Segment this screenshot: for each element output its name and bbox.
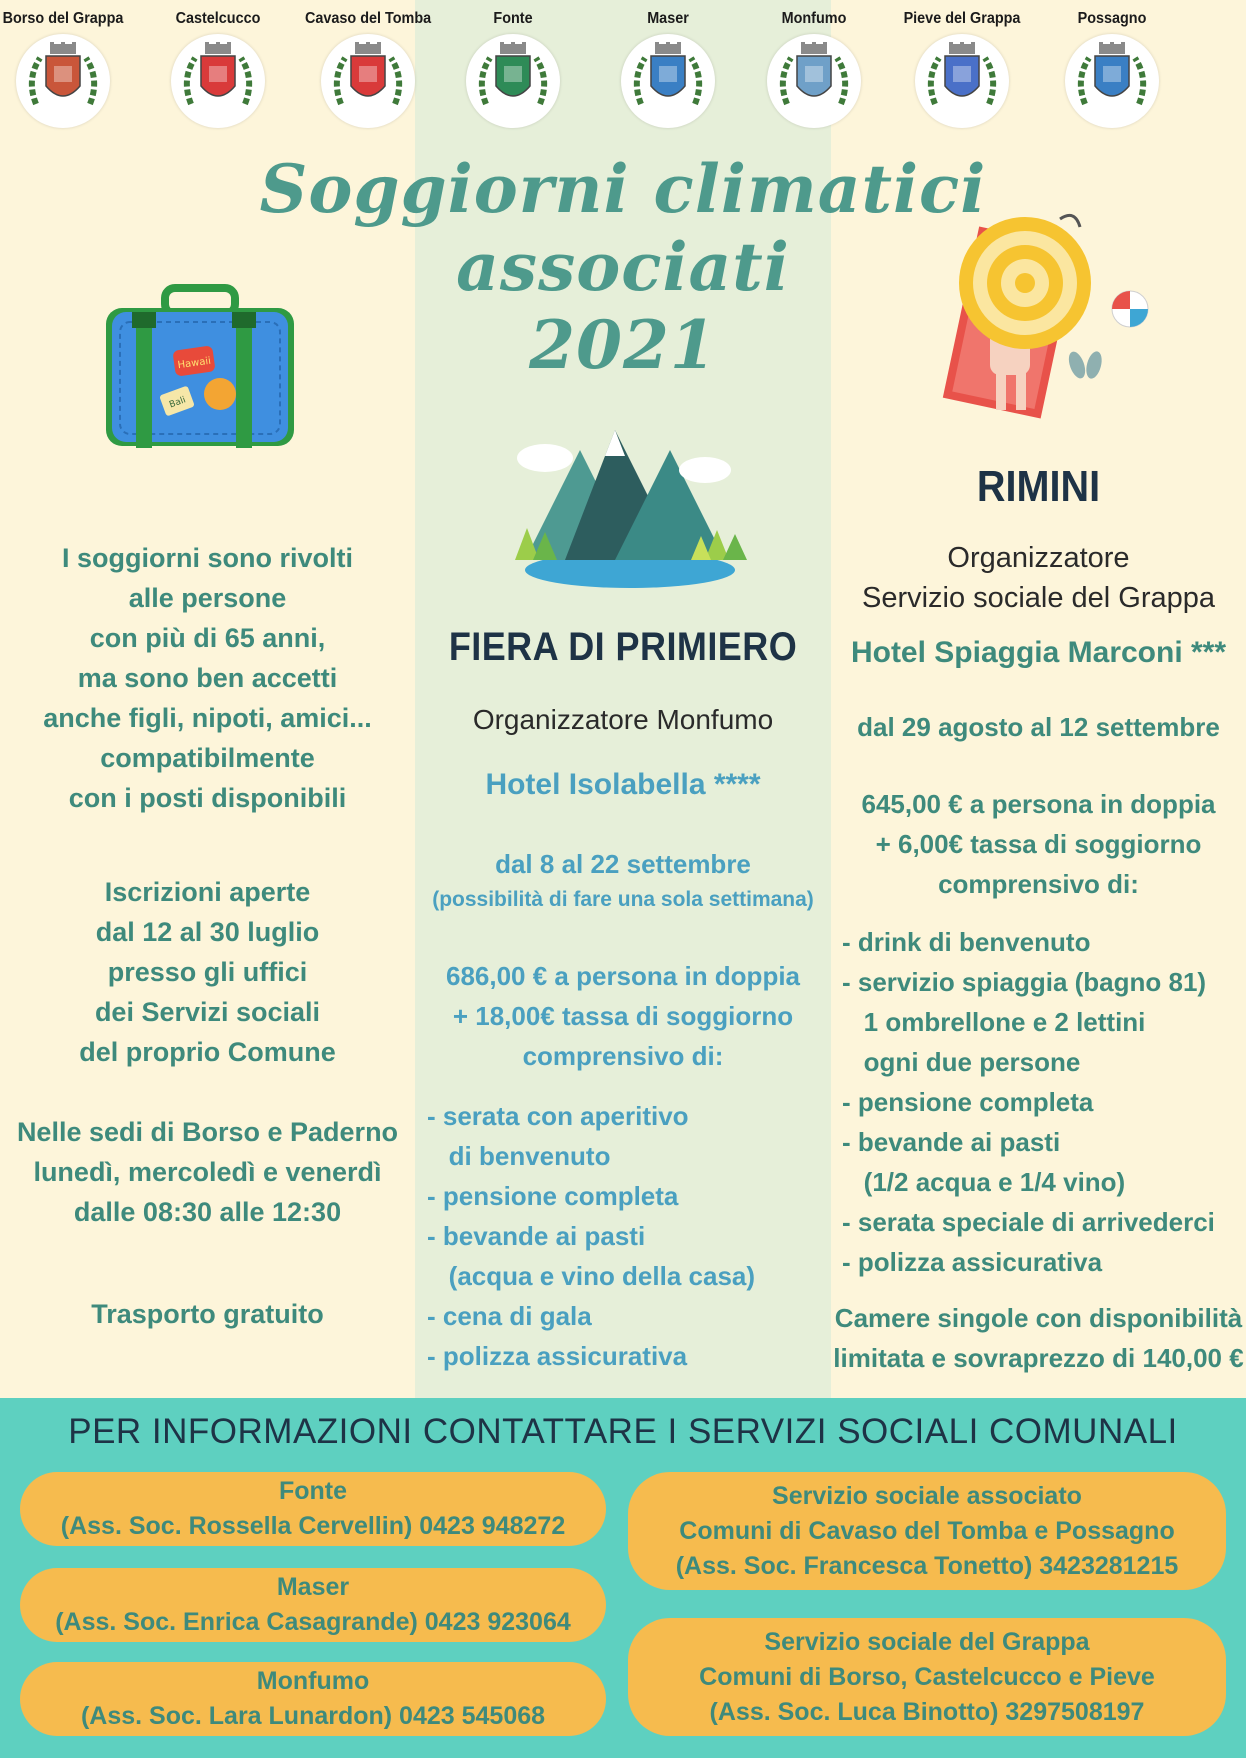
right-organizer bbox=[831, 538, 1246, 618]
left-intro-line: con i posti disponibili bbox=[68, 783, 347, 813]
contact-line: (Ass. Soc. Rossella Cervellin) 0423 948272 bbox=[60, 1512, 566, 1540]
contact-maser bbox=[20, 1568, 606, 1642]
right-include-item: ogni due persone bbox=[842, 1047, 1081, 1077]
right-include-item: - drink di benvenuto bbox=[842, 927, 1091, 957]
left-registration-line: presso gli uffici bbox=[107, 957, 308, 987]
crest-town-name: Monfumo bbox=[781, 10, 847, 27]
right-price bbox=[831, 784, 1246, 904]
left-registration-line: Iscrizioni aperte bbox=[104, 877, 311, 907]
right-organizer-line: Servizio sociale del Grappa bbox=[861, 582, 1215, 614]
contact-cavaso-possagno bbox=[628, 1472, 1226, 1590]
right-include-item: - serata speciale di arrivederci bbox=[842, 1207, 1215, 1237]
footer-title: PER INFORMAZIONI CONTATTARE I SERVIZI SOCIALI COMUNALI bbox=[68, 1412, 1178, 1451]
left-registration-text bbox=[0, 872, 415, 1072]
contact-line: (Ass. Soc. Luca Binotto) 3297508197 bbox=[709, 1697, 1145, 1726]
left-intro-line: alle persone bbox=[128, 583, 287, 613]
crest-town-name: Borso del Grappa bbox=[2, 10, 124, 27]
left-offices-line: lunedì, mercoledì e venerdì bbox=[33, 1157, 382, 1187]
left-offices-text bbox=[0, 1112, 415, 1232]
left-offices-line: Nelle sedi di Borso e Paderno bbox=[16, 1117, 399, 1147]
left-intro-line: ma sono ben accetti bbox=[77, 663, 338, 693]
middle-include-item: (acqua e vino della casa) bbox=[427, 1261, 756, 1291]
left-intro-line: I soggiorni sono rivolti bbox=[61, 543, 353, 573]
crest-town-name: Pieve del Grappa bbox=[903, 10, 1021, 27]
crest-town-name: Fonte bbox=[493, 10, 533, 27]
right-include-item: 1 ombrellone e 2 lettini bbox=[842, 1007, 1146, 1037]
left-intro-line: con più di 65 anni, bbox=[89, 623, 326, 653]
crest-town-name: Possagno bbox=[1077, 10, 1147, 27]
middle-include-item: - serata con aperitivo bbox=[427, 1101, 689, 1131]
right-price-line: 645,00 € a persona in doppia bbox=[861, 789, 1216, 819]
contact-monfumo bbox=[20, 1662, 606, 1736]
middle-organizer: Organizzatore Monfumo bbox=[472, 704, 774, 735]
left-transport-text: Trasporto gratuito bbox=[91, 1299, 324, 1329]
middle-include-item: - pensione completa bbox=[427, 1181, 679, 1211]
contact-servizio-grappa bbox=[628, 1618, 1226, 1736]
contacts-footer bbox=[0, 1398, 1246, 1758]
crest-town-name: Cavaso del Tomba bbox=[305, 10, 432, 27]
left-intro-line: compatibilmente bbox=[100, 743, 315, 773]
coat-of-arms-icon bbox=[16, 34, 110, 128]
middle-dates bbox=[415, 846, 831, 918]
left-registration-line: del proprio Comune bbox=[79, 1037, 336, 1067]
contact-line: (Ass. Soc. Francesca Tonetto) 3423281215 bbox=[675, 1551, 1179, 1580]
contact-line: Maser bbox=[276, 1573, 350, 1601]
coat-of-arms-icon bbox=[915, 34, 1009, 128]
right-destination-city: RIMINI bbox=[976, 462, 1101, 511]
contact-line: (Ass. Soc. Enrica Casagrande) 0423 923064 bbox=[55, 1608, 571, 1636]
coat-of-arms-icon bbox=[321, 34, 415, 128]
right-single-room-note bbox=[831, 1298, 1246, 1378]
right-include-item: (1/2 acqua e 1/4 vino) bbox=[842, 1167, 1126, 1197]
right-price-line: comprensivo di: bbox=[938, 869, 1139, 899]
left-intro-line: anche figli, nipoti, amici... bbox=[43, 703, 372, 733]
svg-text:Bali: Bali bbox=[168, 395, 188, 411]
middle-price bbox=[415, 956, 831, 1076]
contact-line: Comuni di Borso, Castelcucco e Pieve bbox=[699, 1662, 1155, 1691]
middle-includes-list bbox=[427, 1096, 755, 1376]
middle-include-item: di benvenuto bbox=[427, 1141, 611, 1171]
contact-line: Monfumo bbox=[256, 1667, 370, 1695]
left-intro-text bbox=[0, 538, 415, 818]
right-price-line: + 6,00€ tassa di soggiorno bbox=[875, 829, 1202, 859]
title-line-3: 2021 bbox=[529, 306, 717, 384]
contact-line: (Ass. Soc. Lara Lunardon) 0423 545068 bbox=[80, 1702, 546, 1730]
middle-dates-range: dal 8 al 22 settembre bbox=[495, 849, 751, 879]
right-includes-list bbox=[842, 922, 1215, 1282]
right-dates: dal 29 agosto al 12 settembre bbox=[857, 712, 1220, 742]
middle-hotel-name: Hotel Isolabella **** bbox=[485, 768, 761, 801]
middle-include-item: - polizza assicurativa bbox=[427, 1341, 688, 1371]
right-hotel-name: Hotel Spiaggia Marconi *** bbox=[850, 636, 1227, 669]
left-offices-line: dalle 08:30 alle 12:30 bbox=[73, 1197, 342, 1227]
coat-of-arms-icon bbox=[171, 34, 265, 128]
municipal-crest bbox=[148, 10, 288, 128]
right-note-line: Camere singole con disponibilità bbox=[834, 1303, 1243, 1333]
middle-include-item: - bevande ai pasti bbox=[427, 1221, 646, 1251]
middle-include-item: - cena di gala bbox=[427, 1301, 592, 1331]
municipal-crest bbox=[0, 10, 133, 128]
middle-price-line: 686,00 € a persona in doppia bbox=[445, 961, 801, 991]
svg-text:Hawaii: Hawaii bbox=[176, 355, 212, 372]
municipal-crest bbox=[1042, 10, 1182, 128]
middle-dates-note: (possibilità di fare una sola settimana) bbox=[432, 888, 814, 911]
contact-line: Servizio sociale del Grappa bbox=[764, 1627, 1090, 1656]
right-include-item: - bevande ai pasti bbox=[842, 1127, 1061, 1157]
right-include-item: - pensione completa bbox=[842, 1087, 1094, 1117]
coat-of-arms-icon bbox=[1065, 34, 1159, 128]
title-line-2: associati bbox=[456, 228, 790, 306]
left-registration-line: dal 12 al 30 luglio bbox=[95, 917, 320, 947]
contact-line: Fonte bbox=[278, 1477, 348, 1505]
right-include-item: - polizza assicurativa bbox=[842, 1247, 1103, 1277]
title-line-1: Soggiorni climatici bbox=[259, 150, 987, 228]
municipal-crest bbox=[892, 10, 1032, 128]
left-registration-line: dei Servizi sociali bbox=[94, 997, 321, 1027]
middle-price-line: + 18,00€ tassa di soggiorno bbox=[452, 1001, 794, 1031]
crest-town-name: Castelcucco bbox=[175, 10, 261, 27]
contact-line: Comuni di Cavaso del Tomba e Possagno bbox=[679, 1516, 1175, 1545]
right-organizer-line: Organizzatore bbox=[947, 542, 1130, 574]
right-include-item: - servizio spiaggia (bagno 81) bbox=[842, 967, 1207, 997]
middle-price-line: comprensivo di: bbox=[522, 1041, 724, 1071]
contact-fonte bbox=[20, 1472, 606, 1546]
right-note-line: limitata e sovraprezzo di 140,00 € bbox=[833, 1343, 1244, 1373]
suitcase-icon bbox=[100, 282, 300, 452]
crest-town-name: Maser bbox=[647, 10, 689, 27]
contact-line: Servizio sociale associato bbox=[772, 1481, 1082, 1510]
beach-umbrella-icon bbox=[940, 205, 1150, 420]
middle-destination-city: FIERA DI PRIMIERO bbox=[448, 625, 798, 669]
